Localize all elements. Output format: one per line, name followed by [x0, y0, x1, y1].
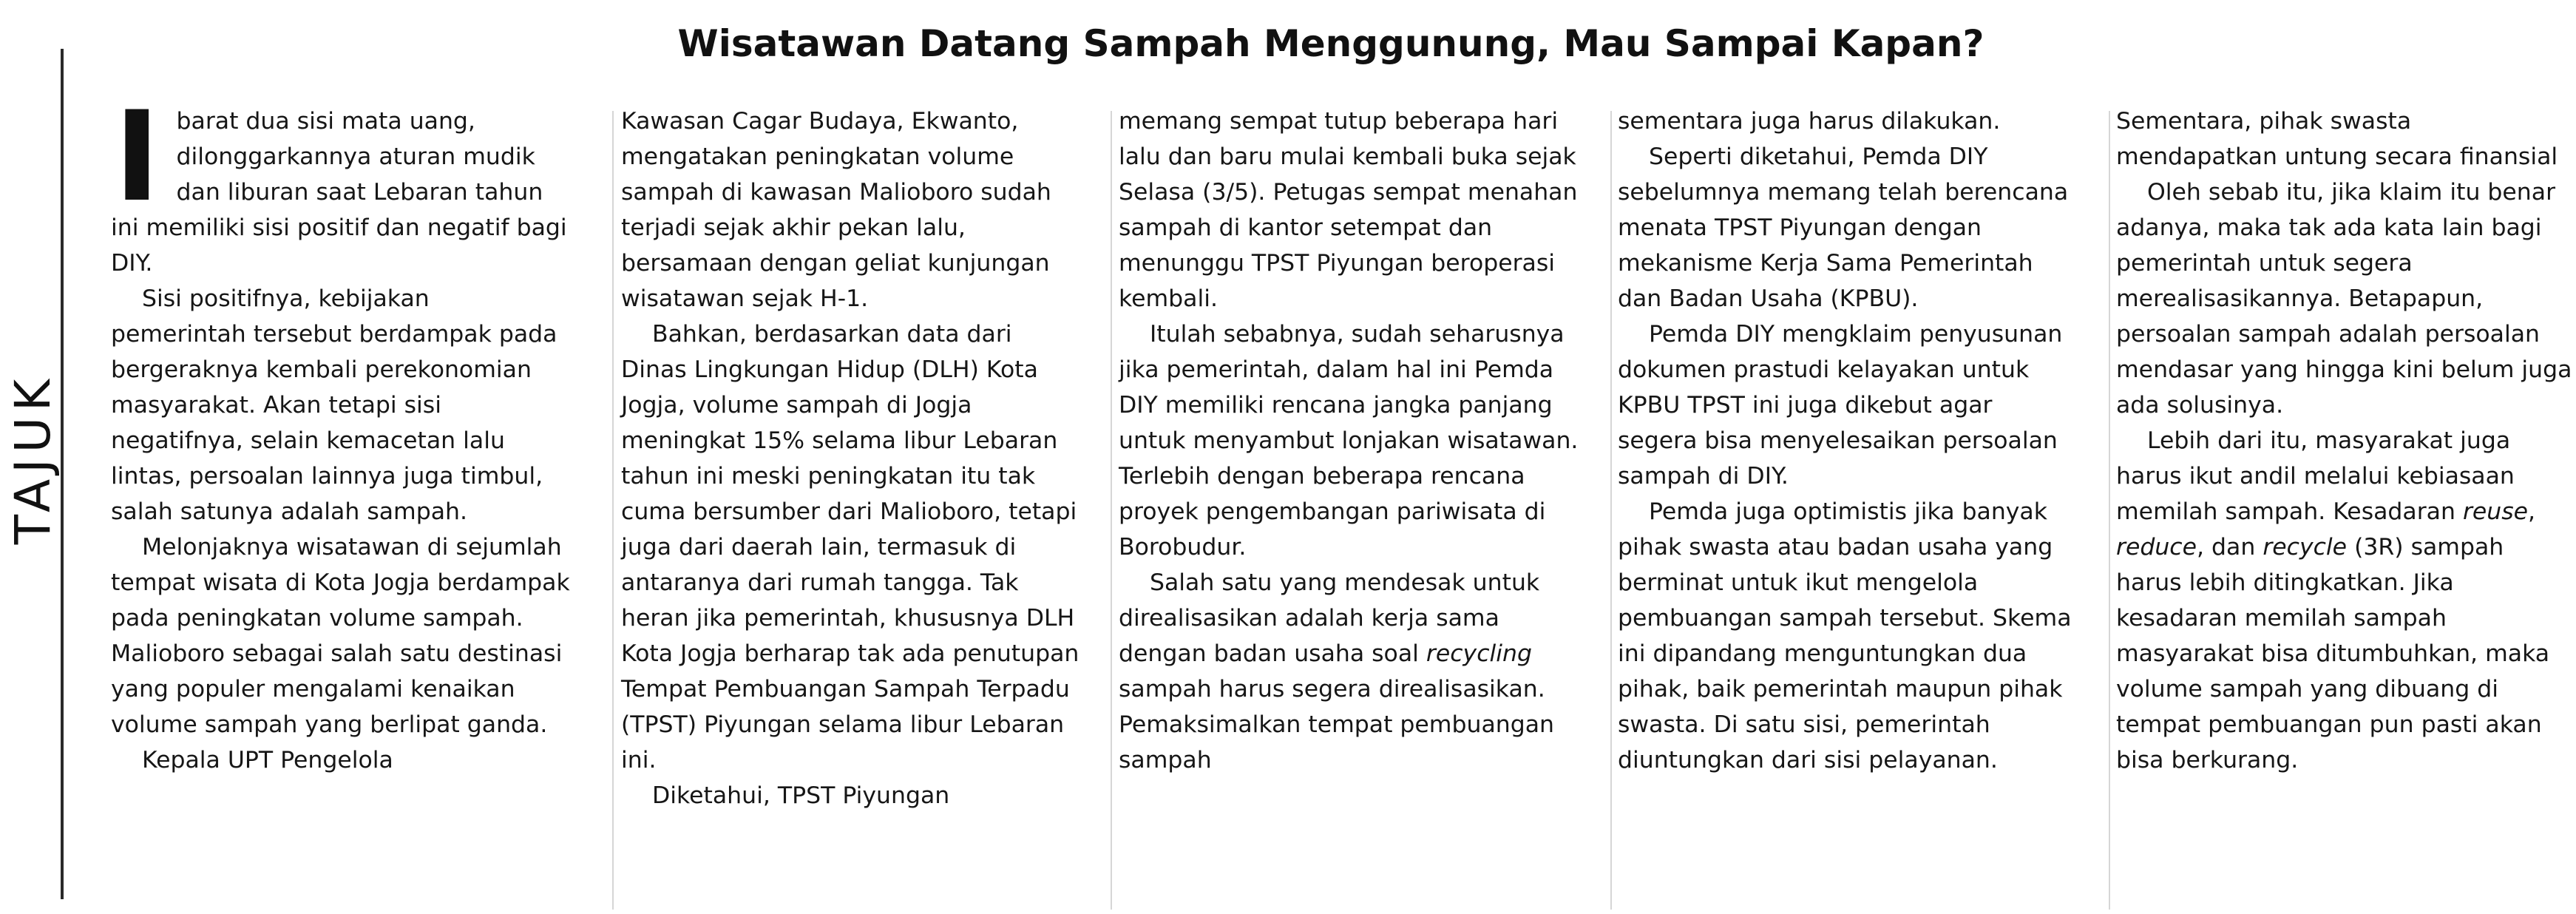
headline: Wisatawan Datang Sampah Menggunung, Mau Sampai Kapan? — [677, 22, 1984, 65]
italic-term: reduce — [2116, 534, 2197, 561]
italic-term: recycling — [1426, 640, 1532, 667]
column-divider — [2109, 111, 2110, 910]
paragraph-text: Salah satu yang mendesak untuk direalisasikan adalah kerja sama dengan badan usaha soal — [1119, 569, 1540, 667]
column-divider — [612, 111, 614, 910]
article-column-4 — [1618, 104, 2078, 778]
column-divider — [1610, 111, 1612, 910]
article-paragraph — [2116, 423, 2576, 778]
article-paragraph: Diketahui, TPST Piyungan — [652, 782, 950, 809]
column-divider — [1111, 111, 1112, 910]
article-column-5 — [2116, 104, 2576, 778]
paragraph-text: (3R) sampah harus lebih ditingkatkan. Jika kesadaran memilah sampah masyarakat bisa ditumbuhkan, maka volume sampah yang dibuang di tempat pembuangan pun pasti akan bisa berkurang. — [2116, 534, 2550, 773]
article-paragraph: Oleh sebab itu, jika klaim itu benar adanya, maka tak ada kata lain bagi pemerintah untuk segera merealisasikannya. Betapapun, persoalan sampah adalah persoalan mendasar yang hingga kini belum juga ada solusinya. — [2116, 179, 2572, 419]
italic-term: reuse — [2462, 498, 2529, 525]
section-label-text: TAJUK — [4, 373, 62, 544]
article-paragraph: sementara juga harus dilakukan. — [1618, 108, 2001, 135]
paragraph-text: , dan — [2197, 534, 2256, 561]
article-paragraph: Sisi positifnya, kebijakan pemerintah tersebut berdampak pada bergeraknya kembali perekonomian masyarakat. Akan tetapi sisi negatifnya, selain kemacetan lalu lintas, persoalan lainnya juga timbul, salah satunya adalah sampah. — [111, 285, 557, 525]
paragraph-text: Lebih dari itu, masyarakat juga harus ikut andil melalui kebiasaan memilah sampah. Kesadaran — [2116, 427, 2515, 525]
paragraph-text: barat dua sisi mata uang, dilonggarkannya aturan mudik dan liburan saat Lebaran tahun ini memiliki sisi positif dan negatif bagi DIY. — [111, 108, 567, 277]
paragraph-text: , — [2528, 498, 2536, 525]
article-paragraph: Kawasan Cagar Budaya, Ekwanto, mengatakan peningkatan volume sampah di kawasan Malioboro sudah terjadi sejak akhir pekan lalu, bersamaan dengan geliat kunjungan wisatawan sejak H-1. — [621, 108, 1051, 312]
article-paragraph: Itulah sebabnya, sudah seharusnya jika pemerintah, dalam hal ini Pemda DIY memiliki rencana jangka panjang untuk menyambut lonjakan wisatawan. Terlebih dengan beberapa rencana proyek pengembangan pariwisata di Borobudur. — [1119, 321, 1579, 561]
article-column-3 — [1119, 104, 1579, 778]
article-paragraph: Pemda DIY mengklaim penyusunan dokumen prastudi kelayakan untuk KPBU TPST ini juga dikebut agar segera bisa menyelesaikan persoalan sampah di DIY. — [1618, 321, 2063, 490]
article-paragraph: Bahkan, berdasarkan data dari Dinas Lingkungan Hidup (DLH) Kota Jogja, volume sampah di Jogja meningkat 15% selama libur Lebaran tahun ini meski peningkatan itu tak cuma bersumber dari Malioboro, tetapi juga dari daerah lain, termasuk di antaranya dari rumah tangga. Tak heran jika pemerintah, khususnya DLH Kota Jogja berharap tak ada penutupan Tempat Pembuangan Sampah Terpadu (TPST) Piyungan selama libur Lebaran ini. — [621, 321, 1079, 773]
article-paragraph: Melonjaknya wisatawan di sejumlah tempat wisata di Kota Jogja berdampak pada peningkatan volume sampah. Malioboro sebagai salah satu destinasi yang populer mengalami kenaikan volume sampah yang berlipat ganda. — [111, 534, 570, 738]
paragraph-text: sampah harus segera direalisasikan. Pemaksimalkan tempat pembuangan sampah — [1119, 676, 1554, 773]
article-paragraph: memang sempat tutup beberapa hari lalu dan baru mulai kembali buka sejak Selasa (3/5). Petugas sempat menahan sampah di kantor setempat dan menunggu TPST Piyungan beroperasi kembali. — [1119, 108, 1578, 312]
article-column-2 — [621, 104, 1081, 813]
italic-term: recycle — [2263, 534, 2348, 561]
article-paragraph — [111, 84, 571, 281]
section-label — [4, 355, 62, 562]
article-paragraph: Pemda juga optimistis jika banyak pihak swasta atau badan usaha yang berminat untuk ikut mengelola pembuangan sampah tersebut. Skema ini dipandang menguntungkan dua pihak, baik pemerintah maupun pihak swasta. Di satu sisi, pemerintah diuntungkan dari sisi pelayanan. — [1618, 498, 2072, 773]
article-paragraph: Seperti diketahui, Pemda DIY sebelumnya memang telah berencana menata TPST Piyungan dengan mekanisme Kerja Sama Pemerintah dan Badan Usaha (KPBU). — [1618, 143, 2069, 312]
drop-cap: I — [114, 84, 160, 229]
article-column-1 — [111, 84, 571, 778]
article-paragraph: Kepala UPT Pengelola — [142, 747, 393, 773]
article-paragraph — [1119, 565, 1579, 778]
article-paragraph: Sementara, pihak swasta mendapatkan untung secara finansial — [2116, 108, 2558, 170]
